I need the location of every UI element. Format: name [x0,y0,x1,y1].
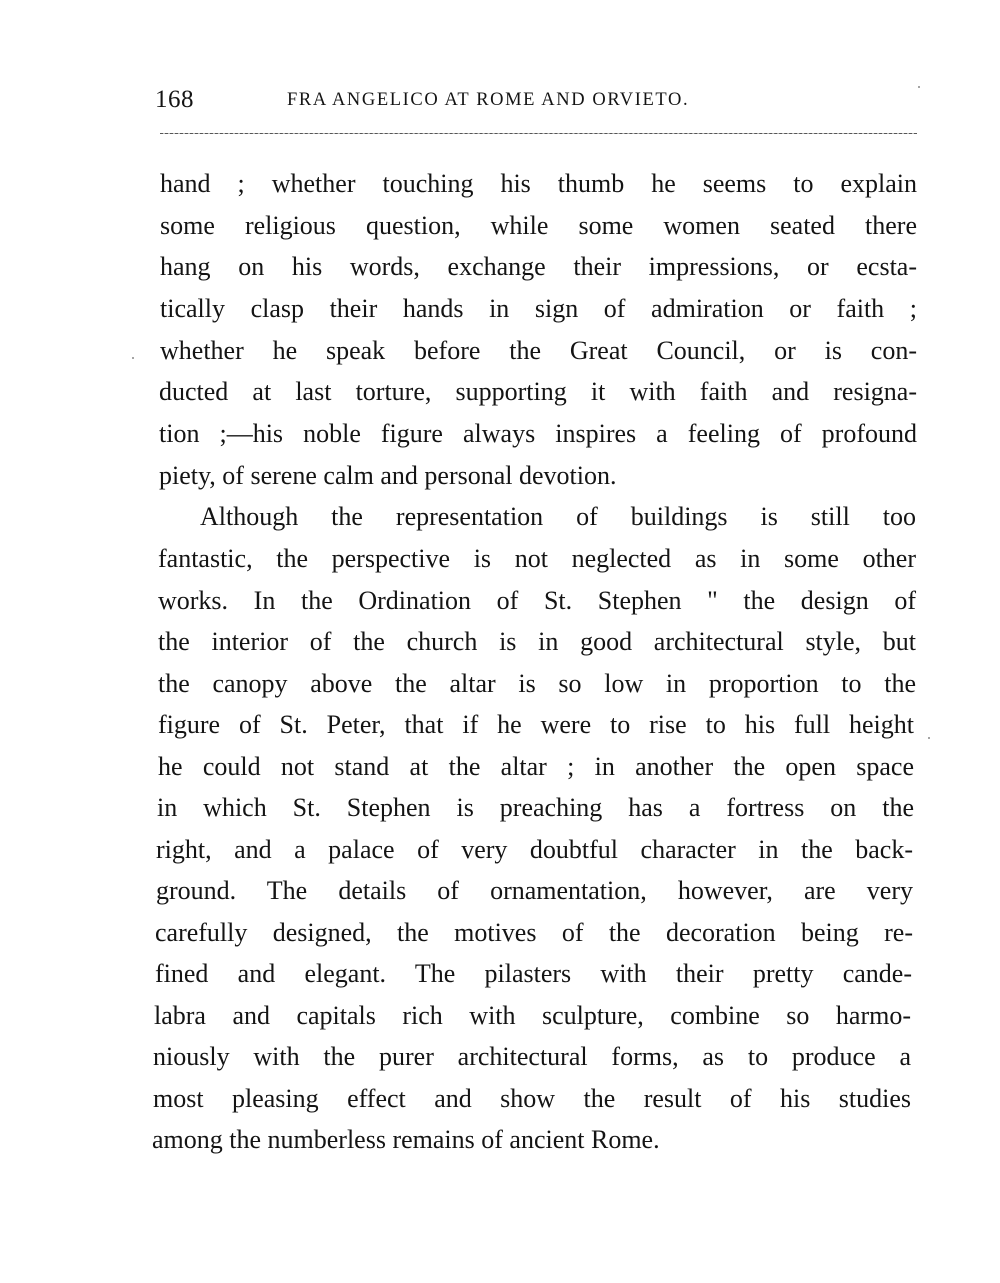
text-line: niously with the purer architectural forms, as to produce a [153,1042,911,1071]
text-line: the interior of the church is in good architectural style, but [158,627,916,656]
text-line: piety, of serene calm and personal devotion. [159,461,617,490]
text-line: fantastic, the perspective is not neglected as in some other [158,544,916,573]
text-line: works. In the Ordination of St. Stephen " the design of [158,586,916,615]
text-line: tion ;—his noble figure always inspires a feeling of profound [159,419,917,448]
text-line: fined and elegant. The pilasters with their pretty cande- [155,959,912,988]
text-line: hand ; whether touching his thumb he seems to explain [160,169,917,198]
text-line: labra and capitals rich with sculpture, combine so harmo- [154,1001,911,1030]
text-line: ducted at last torture, supporting it with faith and resigna- [159,377,917,406]
text-line: figure of St. Peter, that if he were to rise to his full height [158,710,914,739]
running-head [155,86,915,120]
text-line: whether he speak before the Great Council, or is con- [160,336,917,365]
text-line: Although the representation of buildings is still too [200,502,916,531]
text-line: ground. The details of ornamentation, however, are very [156,876,913,905]
scan-speck [928,737,930,739]
text-line: carefully designed, the motives of the decoration being re- [155,918,913,947]
page-number: 168 [155,86,194,113]
scan-speck [132,357,134,359]
text-line: in which St. Stephen is preaching has a fortress on the [157,793,914,822]
running-title: FRA ANGELICO AT ROME AND ORVIETO. [287,90,690,110]
text-line: among the numberless remains of ancient Rome. [152,1125,660,1154]
header-rule-dashes [160,133,917,134]
text-line: right, and a palace of very doubtful character in the back- [156,835,913,864]
scan-speck [918,86,920,88]
text-line: tically clasp their hands in sign of admiration or faith ; [160,294,917,323]
text-line: the canopy above the altar is so low in proportion to the [158,669,916,698]
text-line: some religious question, while some women seated there [160,211,917,240]
text-line: he could not stand at the altar ; in another the open space [158,752,914,781]
text-line: most pleasing effect and show the result of his studies [153,1084,911,1113]
text-line: hang on his words, exchange their impressions, or ecsta- [160,252,917,281]
